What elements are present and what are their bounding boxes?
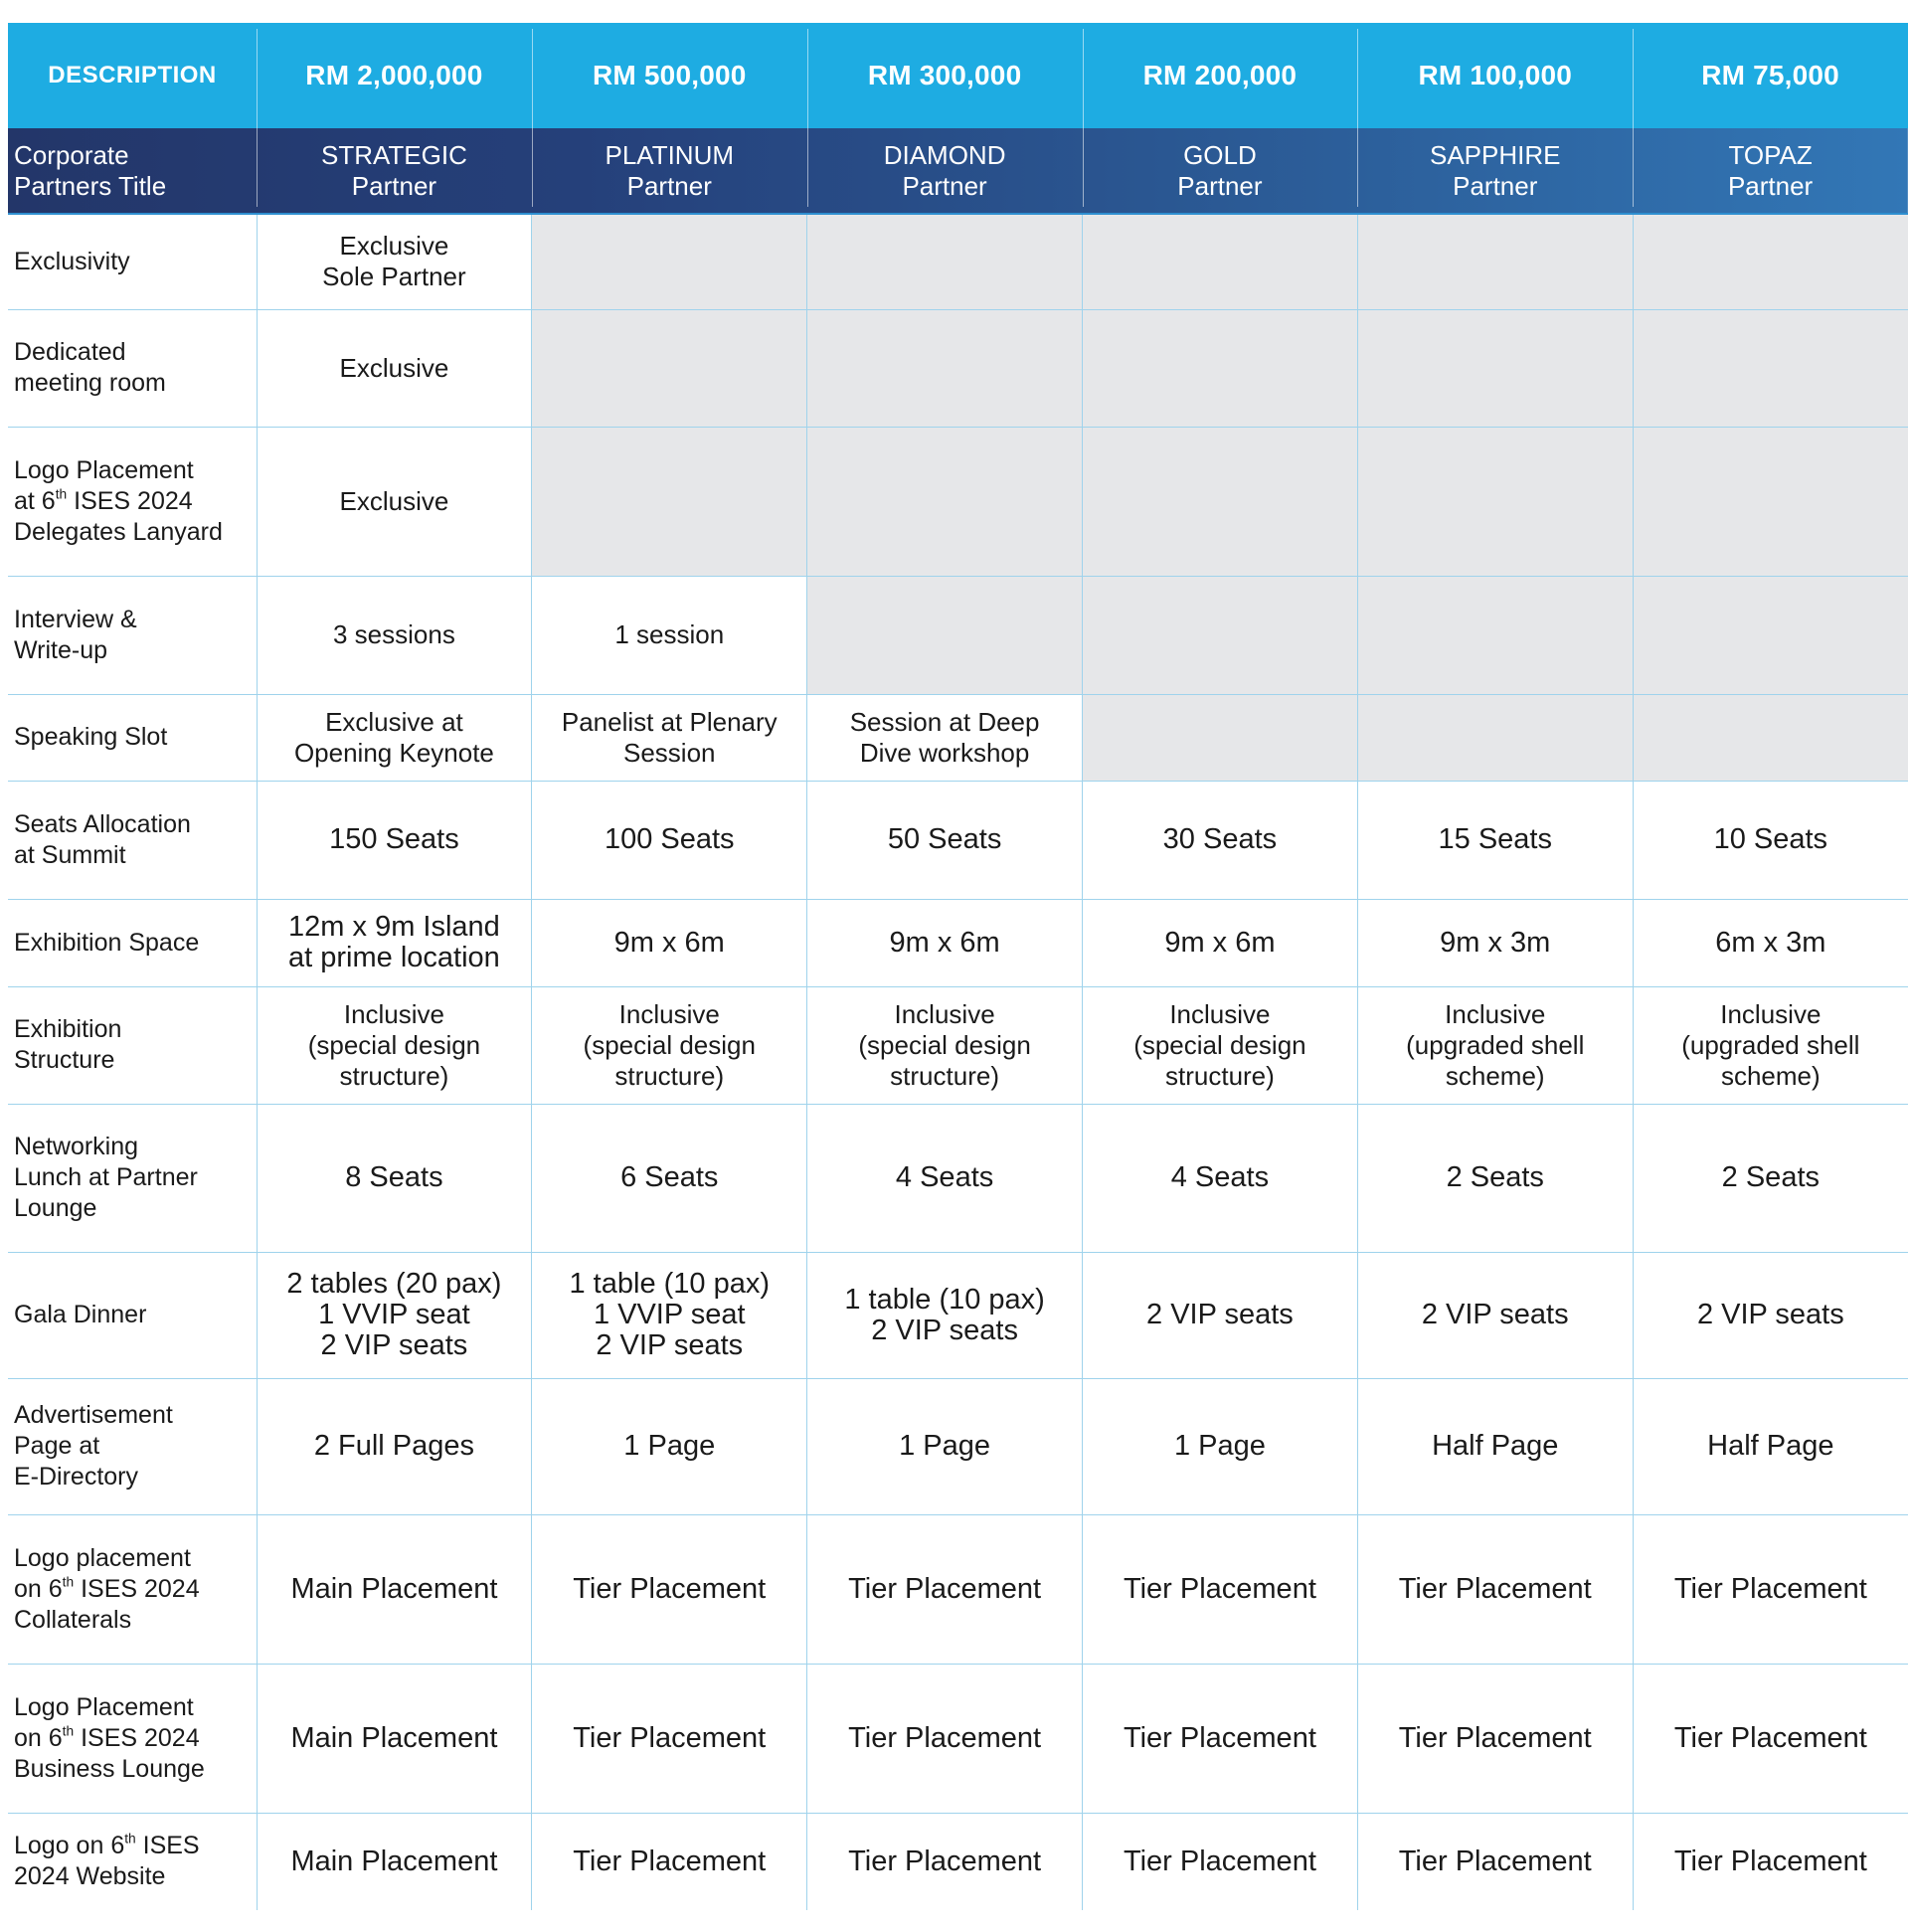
benefit-cell: 15 Seats bbox=[1357, 781, 1633, 899]
table-row bbox=[8, 694, 1908, 781]
tier-header bbox=[807, 128, 1083, 214]
row-label: Dedicated meeting room bbox=[8, 309, 257, 427]
price-header: RM 300,000 bbox=[807, 23, 1083, 128]
benefit-cell: Inclusive (special design structure) bbox=[532, 986, 807, 1104]
tier-suffix: Partner bbox=[1727, 170, 1814, 201]
tier-header bbox=[1633, 128, 1908, 214]
ordinal-suffix: th bbox=[62, 1574, 75, 1590]
table-row bbox=[8, 427, 1908, 576]
row-label-text: ISES 2024 Website bbox=[14, 1832, 200, 1891]
not-applicable-cell bbox=[1083, 309, 1358, 427]
tier-name: TOPAZ bbox=[1728, 139, 1813, 170]
not-applicable-cell bbox=[1357, 214, 1633, 309]
not-applicable-cell bbox=[1083, 427, 1358, 576]
row-label: Gala Dinner bbox=[8, 1252, 257, 1378]
benefit-cell: 100 Seats bbox=[532, 781, 807, 899]
benefit-cell: Exclusive bbox=[257, 427, 532, 576]
table-body bbox=[8, 214, 1908, 1910]
benefit-cell: Main Placement bbox=[257, 1514, 532, 1664]
benefit-cell: Tier Placement bbox=[1083, 1664, 1358, 1813]
sponsorship-tiers-table bbox=[8, 23, 1908, 1910]
benefit-cell: Tier Placement bbox=[1633, 1664, 1908, 1813]
row-label bbox=[8, 427, 257, 576]
not-applicable-cell bbox=[532, 309, 807, 427]
benefit-cell: Tier Placement bbox=[807, 1813, 1083, 1910]
benefit-cell: 9m x 6m bbox=[1083, 899, 1358, 986]
benefit-cell: Tier Placement bbox=[1357, 1514, 1633, 1664]
benefit-cell: 2 VIP seats bbox=[1083, 1252, 1358, 1378]
price-header: RM 100,000 bbox=[1357, 23, 1633, 128]
row-label-text: Logo Placement at 6 bbox=[14, 455, 194, 515]
benefit-cell: 3 sessions bbox=[257, 576, 532, 694]
benefit-cell: Tier Placement bbox=[532, 1813, 807, 1910]
tier-name: GOLD bbox=[1183, 139, 1257, 170]
not-applicable-cell bbox=[1357, 694, 1633, 781]
table-row bbox=[8, 1252, 1908, 1378]
row-label: Exhibition Space bbox=[8, 899, 257, 986]
not-applicable-cell bbox=[807, 427, 1083, 576]
not-applicable-cell bbox=[807, 309, 1083, 427]
table-row bbox=[8, 1514, 1908, 1664]
table-row bbox=[8, 576, 1908, 694]
benefit-cell: 9m x 6m bbox=[807, 899, 1083, 986]
benefit-cell: Session at Deep Dive workshop bbox=[807, 694, 1083, 781]
benefit-cell: 50 Seats bbox=[807, 781, 1083, 899]
tier-name: STRATEGIC bbox=[321, 139, 467, 170]
tier-title-row bbox=[8, 128, 1908, 214]
tier-row-label: Corporate Partners Title bbox=[8, 128, 257, 214]
benefit-cell: 2 VIP seats bbox=[1357, 1252, 1633, 1378]
benefit-cell: Main Placement bbox=[257, 1813, 532, 1910]
not-applicable-cell bbox=[1633, 309, 1908, 427]
not-applicable-cell bbox=[807, 214, 1083, 309]
benefit-cell: Exclusive at Opening Keynote bbox=[257, 694, 532, 781]
benefit-cell: 30 Seats bbox=[1083, 781, 1358, 899]
benefit-cell: Exclusive bbox=[257, 309, 532, 427]
price-header-row bbox=[8, 23, 1908, 128]
row-label: Seats Allocation at Summit bbox=[8, 781, 257, 899]
not-applicable-cell bbox=[1083, 214, 1358, 309]
tier-name: PLATINUM bbox=[605, 139, 735, 170]
benefit-cell: 1 table (10 pax) 1 VVIP seat 2 VIP seats bbox=[532, 1252, 807, 1378]
benefit-cell: 8 Seats bbox=[257, 1104, 532, 1252]
ordinal-suffix: th bbox=[55, 486, 68, 502]
benefit-cell: 150 Seats bbox=[257, 781, 532, 899]
benefit-cell: 10 Seats bbox=[1633, 781, 1908, 899]
not-applicable-cell bbox=[807, 576, 1083, 694]
tier-suffix: Partner bbox=[1453, 170, 1538, 201]
benefit-cell: 2 Seats bbox=[1357, 1104, 1633, 1252]
table-row bbox=[8, 986, 1908, 1104]
row-label-text: Logo on 6 bbox=[14, 1832, 125, 1860]
benefit-cell: 6 Seats bbox=[532, 1104, 807, 1252]
table-row bbox=[8, 1813, 1908, 1910]
tier-suffix: Partner bbox=[351, 170, 437, 201]
not-applicable-cell bbox=[532, 427, 807, 576]
ordinal-suffix: th bbox=[124, 1831, 136, 1846]
benefit-cell: Inclusive (special design structure) bbox=[807, 986, 1083, 1104]
benefit-cell: Tier Placement bbox=[532, 1664, 807, 1813]
tier-suffix: Partner bbox=[626, 170, 712, 201]
description-header: DESCRIPTION bbox=[8, 23, 257, 128]
table-row bbox=[8, 899, 1908, 986]
not-applicable-cell bbox=[1633, 427, 1908, 576]
benefit-cell: Main Placement bbox=[257, 1664, 532, 1813]
benefit-cell: 1 Page bbox=[807, 1378, 1083, 1514]
benefit-cell: 1 session bbox=[532, 576, 807, 694]
row-label bbox=[8, 1664, 257, 1813]
benefit-cell: Half Page bbox=[1357, 1378, 1633, 1514]
not-applicable-cell bbox=[1357, 427, 1633, 576]
benefit-cell: Tier Placement bbox=[532, 1514, 807, 1664]
row-label bbox=[8, 1514, 257, 1664]
benefit-cell: Tier Placement bbox=[1357, 1813, 1633, 1910]
tier-header bbox=[257, 128, 532, 214]
row-label-text: ISES 2024 Business Lounge bbox=[14, 1723, 205, 1783]
not-applicable-cell bbox=[1633, 576, 1908, 694]
not-applicable-cell bbox=[532, 214, 807, 309]
table-row bbox=[8, 309, 1908, 427]
tier-name: DIAMOND bbox=[883, 139, 1006, 170]
benefit-cell: 6m x 3m bbox=[1633, 899, 1908, 986]
tier-name: SAPPHIRE bbox=[1429, 139, 1561, 170]
benefit-cell: 1 Page bbox=[532, 1378, 807, 1514]
benefit-cell: 9m x 6m bbox=[532, 899, 807, 986]
not-applicable-cell bbox=[1633, 214, 1908, 309]
not-applicable-cell bbox=[1633, 694, 1908, 781]
row-label: Exhibition Structure bbox=[8, 986, 257, 1104]
row-label bbox=[8, 1813, 257, 1910]
benefit-cell: Tier Placement bbox=[807, 1664, 1083, 1813]
row-label: Networking Lunch at Partner Lounge bbox=[8, 1104, 257, 1252]
benefit-cell: Tier Placement bbox=[1357, 1664, 1633, 1813]
tier-header bbox=[1357, 128, 1633, 214]
price-header: RM 500,000 bbox=[532, 23, 807, 128]
row-label: Advertisement Page at E-Directory bbox=[8, 1378, 257, 1514]
benefit-cell: Inclusive (upgraded shell scheme) bbox=[1633, 986, 1908, 1104]
table-row bbox=[8, 1104, 1908, 1252]
benefit-cell: 2 VIP seats bbox=[1633, 1252, 1908, 1378]
benefit-cell: 12m x 9m Island at prime location bbox=[257, 899, 532, 986]
table-row bbox=[8, 1664, 1908, 1813]
row-label-text: Logo Placement on 6 bbox=[14, 1692, 194, 1752]
row-label: Interview & Write-up bbox=[8, 576, 257, 694]
tier-suffix: Partner bbox=[1177, 170, 1263, 201]
table-row bbox=[8, 214, 1908, 309]
not-applicable-cell bbox=[1357, 576, 1633, 694]
tier-suffix: Partner bbox=[902, 170, 987, 201]
benefit-cell: Panelist at Plenary Session bbox=[532, 694, 807, 781]
benefit-cell: 2 tables (20 pax) 1 VVIP seat 2 VIP seats bbox=[257, 1252, 532, 1378]
benefit-cell: Inclusive (special design structure) bbox=[1083, 986, 1358, 1104]
not-applicable-cell bbox=[1357, 309, 1633, 427]
tier-header bbox=[1083, 128, 1358, 214]
benefit-cell: Inclusive (upgraded shell scheme) bbox=[1357, 986, 1633, 1104]
row-label-text: ISES 2024 Collaterals bbox=[14, 1574, 200, 1634]
not-applicable-cell bbox=[1083, 576, 1358, 694]
benefit-cell: Half Page bbox=[1633, 1378, 1908, 1514]
benefit-cell: Tier Placement bbox=[807, 1514, 1083, 1664]
benefit-cell: Inclusive (special design structure) bbox=[257, 986, 532, 1104]
row-label: Exclusivity bbox=[8, 214, 257, 309]
price-header: RM 2,000,000 bbox=[257, 23, 532, 128]
benefit-cell: 1 table (10 pax) 2 VIP seats bbox=[807, 1252, 1083, 1378]
benefit-cell: 4 Seats bbox=[1083, 1104, 1358, 1252]
row-label-text: Logo placement on 6 bbox=[14, 1543, 191, 1603]
benefit-cell: Tier Placement bbox=[1633, 1514, 1908, 1664]
benefit-cell: Tier Placement bbox=[1633, 1813, 1908, 1910]
row-label-text: ISES 2024 Delegates Lanyard bbox=[14, 486, 223, 546]
price-header: RM 75,000 bbox=[1633, 23, 1908, 128]
ordinal-suffix: th bbox=[62, 1723, 75, 1739]
table-row bbox=[8, 781, 1908, 899]
benefit-cell: 4 Seats bbox=[807, 1104, 1083, 1252]
row-label: Speaking Slot bbox=[8, 694, 257, 781]
table-row bbox=[8, 1378, 1908, 1514]
benefit-cell: 2 Seats bbox=[1633, 1104, 1908, 1252]
benefit-cell: 1 Page bbox=[1083, 1378, 1358, 1514]
tier-header bbox=[532, 128, 807, 214]
price-header: RM 200,000 bbox=[1083, 23, 1358, 128]
benefit-cell: Tier Placement bbox=[1083, 1813, 1358, 1910]
not-applicable-cell bbox=[1083, 694, 1358, 781]
benefit-cell: 9m x 3m bbox=[1357, 899, 1633, 986]
benefit-cell: Exclusive Sole Partner bbox=[257, 214, 532, 309]
benefit-cell: Tier Placement bbox=[1083, 1514, 1358, 1664]
benefit-cell: 2 Full Pages bbox=[257, 1378, 532, 1514]
